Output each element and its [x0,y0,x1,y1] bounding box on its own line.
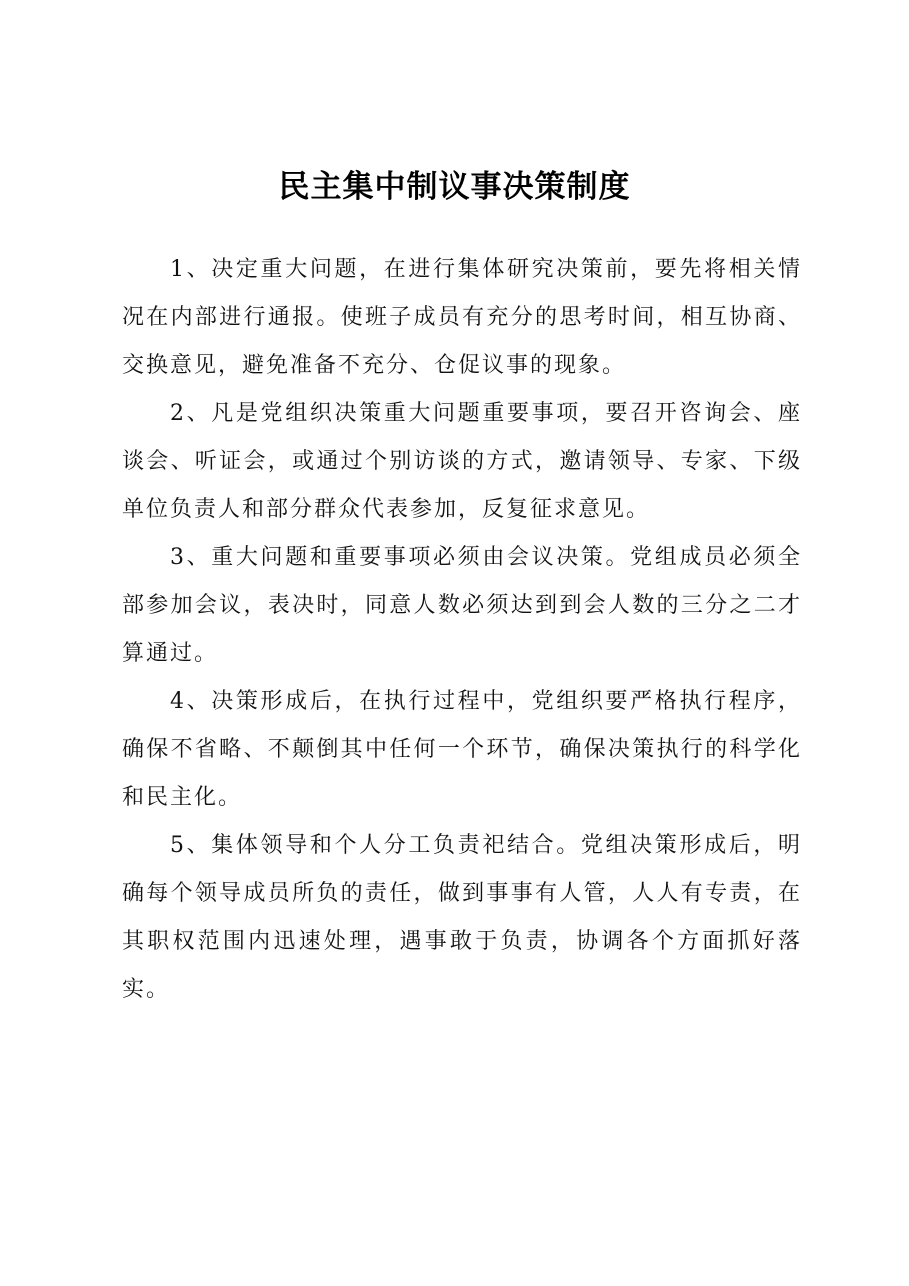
paragraph-4: 4、决策形成后，在执行过程中，党组织要严格执行程序，确保不省略、不颠倒其中任何一个环节，确保决策执行的科学化和民主化。 [122,689,802,810]
paragraph-1: 1、决定重大问题，在进行集体研究决策前，要先将相关情况在内部进行通报。使班子成员有充分的思考时间，相互协商、交换意见，避免准备不充分、仓促议事的现象。 [122,257,802,378]
document-body [122,246,802,1014]
paragraph-5: 5、集体领导和个人分工负责祀结合。党组决策形成后，明确每个领导成员所负的责任，做到事事有人管，人人有专责，在其职权范围内迅速处理，遇事敢于负责，协调各个方面抓好落实。 [122,833,802,1002]
paragraph-3: 3、重大问题和重要事项必须由会议决策。党组成员必须全部参加会议，表决时，同意人数必须达到到会人数的三分之二才算通过。 [122,545,802,666]
paragraph-2: 2、凡是党组织决策重大问题重要事项，要召开咨询会、座谈会、听证会，或通过个别访谈的方式，邀请领导、专家、下级单位负责人和部分群众代表参加，反复征求意见。 [122,401,802,522]
document-title: 民主集中制议事决策制度 [278,169,631,205]
